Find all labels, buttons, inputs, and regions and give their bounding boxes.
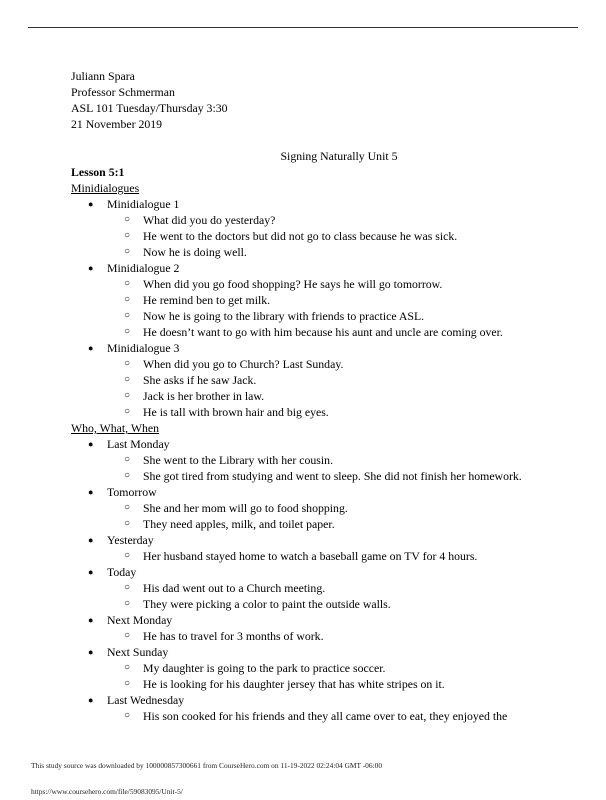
list-item-label: Next Monday — [107, 613, 173, 627]
filled-bullet-icon: ● — [88, 695, 94, 705]
sub-list-item — [107, 244, 571, 260]
filled-bullet-icon: ● — [88, 567, 94, 577]
list-item-label: Minidialogue 2 — [107, 261, 180, 275]
list-item-label: Last Monday — [107, 437, 170, 451]
section-title: Who, What, When — [71, 421, 160, 435]
student-name: Juliann Spara — [71, 69, 135, 83]
list-item — [71, 340, 571, 420]
filled-bullet-icon: ● — [88, 343, 94, 353]
sub-list-item — [107, 500, 571, 516]
sub-list-item-text: They need apples, milk, and toilet paper. — [143, 517, 335, 531]
section-title: Minidialogues — [71, 181, 140, 195]
sub-list — [107, 708, 571, 724]
list-item-label: Last Wednesday — [107, 693, 185, 707]
sub-list — [107, 660, 571, 692]
hollow-bullet-icon: ○ — [124, 678, 131, 689]
hollow-bullet-icon: ○ — [124, 294, 131, 305]
sub-list — [107, 452, 571, 484]
hollow-bullet-icon: ○ — [124, 278, 131, 289]
list-item-label: Minidialogue 1 — [107, 197, 180, 211]
sub-list-item-text: When did you go food shopping? He says he will go tomorrow. — [143, 277, 443, 291]
hollow-bullet-icon: ○ — [124, 310, 131, 321]
bullet-list — [71, 196, 571, 420]
filled-bullet-icon: ● — [88, 615, 94, 625]
sub-list-item — [107, 308, 571, 324]
sub-list-item-text: He went to the doctors but did not go to class because he was sick. — [143, 229, 458, 243]
sub-list-item — [107, 388, 571, 404]
list-item-label: Today — [107, 565, 137, 579]
sub-list — [107, 212, 571, 260]
sub-list-item — [107, 356, 571, 372]
hollow-bullet-icon: ○ — [124, 582, 131, 593]
hollow-bullet-icon: ○ — [124, 710, 131, 721]
list-item — [71, 484, 571, 532]
sub-list-item-text: He is looking for his daughter jersey that has white stripes on it. — [143, 677, 445, 691]
sub-list — [107, 356, 571, 420]
sub-list-item-text: She got tired from studying and went to sleep. She did not finish her homework. — [143, 469, 522, 483]
hollow-bullet-icon: ○ — [124, 630, 131, 641]
sub-list-item-text: What did you do yesterday? — [143, 213, 276, 227]
hollow-bullet-icon: ○ — [124, 550, 131, 561]
hollow-bullet-icon: ○ — [124, 406, 131, 417]
sub-list-item — [107, 228, 571, 244]
sub-list-item — [107, 548, 571, 564]
sub-list — [107, 500, 571, 532]
list-item-label: Next Sunday — [107, 645, 169, 659]
sub-list — [107, 548, 571, 564]
download-note: This study source was downloaded by 100000857300661 from CourseHero.com on 11-19-2022 02:24:04 GMT -06:00 — [31, 761, 383, 770]
sub-list-item-text: He is tall with brown hair and big eyes. — [143, 405, 329, 419]
hollow-bullet-icon: ○ — [124, 662, 131, 673]
sub-list-item — [107, 628, 571, 644]
sub-list-item-text: His son cooked for his friends and they all came over to eat, they enjoyed the — [143, 709, 508, 723]
hollow-bullet-icon: ○ — [124, 326, 131, 337]
list-item-label: Yesterday — [107, 533, 154, 547]
sub-list-item — [107, 452, 571, 468]
sub-list-item-text: Her husband stayed home to watch a baseball game on TV for 4 hours. — [143, 549, 478, 563]
sub-list — [107, 628, 571, 644]
document-body — [71, 68, 571, 724]
sections-container — [71, 180, 571, 724]
sub-list-item — [107, 292, 571, 308]
sub-list-item-text: Now he is doing well. — [143, 245, 247, 259]
sub-list-item-text: She went to the Library with her cousin. — [143, 453, 334, 467]
lesson-heading: Lesson 5:1 — [71, 165, 125, 179]
course-info: ASL 101 Tuesday/Thursday 3:30 — [71, 101, 228, 115]
sub-list — [107, 276, 571, 340]
sub-list-item-text: He has to travel for 3 months of work. — [143, 629, 324, 643]
list-item — [71, 196, 571, 260]
sub-list-item-text: Now he is going to the library with friends to practice ASL. — [143, 309, 425, 323]
sub-list-item — [107, 516, 571, 532]
filled-bullet-icon: ● — [88, 535, 94, 545]
filled-bullet-icon: ● — [88, 263, 94, 273]
source-url: https://www.coursehero.com/file/59083095/Unit-5/ — [31, 787, 183, 796]
list-item — [71, 692, 571, 724]
filled-bullet-icon: ● — [88, 487, 94, 497]
hollow-bullet-icon: ○ — [124, 358, 131, 369]
list-item — [71, 260, 571, 340]
sub-list-item-text: She asks if he saw Jack. — [143, 373, 257, 387]
hollow-bullet-icon: ○ — [124, 598, 131, 609]
sub-list-item — [107, 660, 571, 676]
sub-list-item — [107, 404, 571, 420]
spacer — [71, 132, 571, 148]
sub-list-item-text: He remind ben to get milk. — [143, 293, 271, 307]
hollow-bullet-icon: ○ — [124, 470, 131, 481]
filled-bullet-icon: ● — [88, 199, 94, 209]
sub-list-item-text: She and her mom will go to food shopping. — [143, 501, 348, 515]
filled-bullet-icon: ● — [88, 647, 94, 657]
sub-list-item-text: They were picking a color to paint the outside walls. — [143, 597, 391, 611]
hollow-bullet-icon: ○ — [124, 214, 131, 225]
sub-list-item — [107, 324, 571, 340]
list-item — [71, 612, 571, 644]
sub-list-item — [107, 468, 571, 484]
document-date: 21 November 2019 — [71, 117, 163, 131]
hollow-bullet-icon: ○ — [124, 454, 131, 465]
sub-list — [107, 580, 571, 612]
professor-name: Professor Schmerman — [71, 85, 175, 99]
hollow-bullet-icon: ○ — [124, 230, 131, 241]
hollow-bullet-icon: ○ — [124, 502, 131, 513]
sub-list-item-text: Jack is her brother in law. — [143, 389, 265, 403]
list-item — [71, 436, 571, 484]
list-item — [71, 564, 571, 612]
sub-list-item-text: His dad went out to a Church meeting. — [143, 581, 326, 595]
filled-bullet-icon: ● — [88, 439, 94, 449]
sub-list-item — [107, 212, 571, 228]
sub-list-item — [107, 276, 571, 292]
hollow-bullet-icon: ○ — [124, 518, 131, 529]
sub-list-item — [107, 676, 571, 692]
sub-list-item-text: He doesn’t want to go with him because his aunt and uncle are coming over. — [143, 325, 503, 339]
sub-list-item-text: When did you go to Church? Last Sunday. — [143, 357, 344, 371]
hollow-bullet-icon: ○ — [124, 374, 131, 385]
sub-list-item — [107, 580, 571, 596]
bullet-list — [71, 436, 571, 724]
hollow-bullet-icon: ○ — [124, 246, 131, 257]
hollow-bullet-icon: ○ — [124, 390, 131, 401]
sub-list-item — [107, 708, 571, 724]
list-item — [71, 532, 571, 564]
document-title: Signing Naturally Unit 5 — [280, 149, 398, 163]
top-rule — [28, 27, 578, 28]
list-item — [71, 644, 571, 692]
list-item-label: Tomorrow — [107, 485, 157, 499]
sub-list-item — [107, 372, 571, 388]
sub-list-item-text: My daughter is going to the park to practice soccer. — [143, 661, 386, 675]
list-item-label: Minidialogue 3 — [107, 341, 180, 355]
sub-list-item — [107, 596, 571, 612]
